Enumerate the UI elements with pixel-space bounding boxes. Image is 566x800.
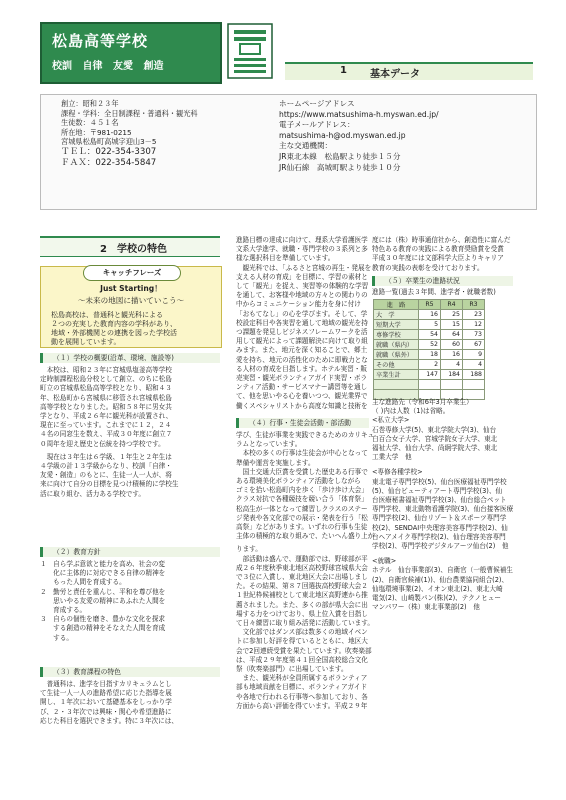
text-line: 高等学校となりました。昭和５８年に男女共	[40, 402, 172, 411]
email-address[interactable]: matsushima-h@od.myswan.ed.jp	[279, 130, 406, 140]
motto-label: 校訓	[52, 61, 72, 72]
text-line: 応じた科目を選択できます。特に３年次には、	[40, 716, 178, 725]
text-line: を通して、お客様や地域の方々との関わりの	[236, 291, 368, 300]
school-crest-logo	[226, 22, 274, 80]
text-line: １世紀枠候補校として東北地区高野連から推	[236, 591, 368, 600]
address-postal: 所在地：〒981-0215	[61, 127, 132, 137]
text-line: <就職>	[372, 557, 397, 566]
table-cell: 2	[419, 360, 441, 370]
text-line: ラムとなっています。	[236, 440, 302, 449]
text-line: 高祭」などがあります。いずれの行事も生徒	[236, 523, 368, 532]
text-line: て生徒一人一人の進路希望に応じた指導を展	[40, 689, 172, 698]
fax: ＦＡＸ：022-354-5847	[61, 157, 157, 168]
text-line: 売実習・観光ボランティアガイド実習・ボラ	[236, 374, 368, 383]
catchphrase-body-line: 動を展開しています。	[51, 338, 121, 346]
text-line: 成２６年度秋季東北地区高校野球宮城県大会	[236, 563, 368, 572]
table-cell: 就職（県外）	[374, 350, 419, 360]
motto-item-1: 自律	[82, 61, 103, 72]
text-line: 校設定科目や各実習を通して地域の観光を持	[236, 318, 368, 327]
text-line: 薦されました。また、多くの部が県大会に出	[236, 600, 368, 609]
text-line: て、他を思いやる心を養いつつ、観光業界で	[236, 392, 368, 401]
text-line: 白百合女子大学、宮城学院女子大学、東北	[372, 434, 498, 443]
table-cell: 25	[441, 310, 463, 320]
table-header-cell: R4	[441, 300, 463, 310]
table-row	[374, 310, 485, 320]
text-line: 学び、生徒が事業を実践できるためのカリキュ	[236, 431, 375, 439]
school-title-box	[40, 22, 222, 84]
table-cell: 18	[419, 350, 441, 360]
text-line: 文系大学進学、就職・専門学校の３系列と多	[236, 245, 368, 254]
text-line: 電気(2)、山崎製パン(株)(2)、テクノヒュー	[372, 594, 501, 603]
catchphrase-body	[51, 311, 177, 347]
text-line: び、２・３年次では興味・関心や希望進路に	[40, 707, 172, 716]
table-cell: 12	[463, 320, 485, 330]
table-header-row	[374, 300, 485, 310]
text-line: また、観光科が全員所属するボランティア	[236, 674, 368, 683]
text-line: 祭（吹奏楽部門）に出場しています。	[236, 665, 348, 674]
table-cell: 184	[441, 370, 463, 380]
basic-data-right	[279, 99, 439, 173]
text-line: 福祉大学、仙台大学、尚絅学院大学、東北	[372, 444, 498, 453]
table-row	[374, 320, 485, 330]
text-line: 方面から高い評価を得ています。平成２９年	[236, 701, 368, 710]
text-line: ンティア活動・サービスマナー講習等を通し	[236, 383, 368, 392]
table-cell: 5	[419, 320, 441, 330]
text-line: た。その結果、第８７回選抜高校野球大会２	[236, 582, 368, 591]
table-cell: 64	[441, 330, 463, 340]
text-line: もった人間を育成する。	[40, 578, 126, 587]
table-cell: 52	[419, 340, 441, 350]
homepage-label: ホームページアドレス	[279, 99, 355, 108]
table-cell: 就職（県内）	[374, 340, 419, 350]
text-line: ゴミを拾い松島町内を歩く「歩け歩け大会」	[236, 486, 368, 495]
catchphrase-label: キャッチフレーズ	[83, 265, 181, 281]
transport-line-2: JR仙石線 高城町駅より徒歩１０分	[279, 162, 401, 172]
table-cell	[463, 380, 485, 390]
table-cell: 54	[419, 330, 441, 340]
text-line: 本校は、昭和２３年に宮城県塩釜高等学校	[40, 366, 172, 374]
text-line: 普通科は、進学を目指すカリキュラムとし	[40, 680, 172, 688]
text-line: 愛を持ち、地元の活性化のために即戦力とな	[236, 355, 368, 364]
text-line: （ )内は人数（1)は省略。	[372, 407, 450, 416]
text-line: 会で2回連続受賞を果たしています。吹奏楽部	[236, 646, 372, 655]
text-line: る人材の育成を目指します。ホテル実習・販	[236, 364, 368, 373]
table-cell: 16	[419, 310, 441, 320]
section-2-heading	[40, 236, 220, 257]
basic-data-box	[40, 94, 537, 210]
text-line: (2)、自衛官候補(1))、仙台農業協同組合(2)、	[372, 575, 509, 584]
table-row	[374, 360, 485, 370]
homepage-url[interactable]: https://www.matsushima-h.myswan.ed.jp/	[279, 109, 439, 119]
table-cell: その他	[374, 360, 419, 370]
text-line: 年、松島町から宮城県に移管され宮城県松島	[40, 393, 172, 402]
email-label: 電子メールアドレス：	[279, 120, 355, 130]
motto-item-2: 友愛	[112, 61, 133, 72]
text-line: ２ 勤労と責任を重んじ、平和を尊び他を	[40, 587, 166, 596]
table-cell: 専修学校	[374, 330, 419, 340]
table-cell: 188	[463, 370, 485, 380]
text-line: 化に主体的に対応できる自律の精神を	[40, 569, 166, 578]
text-line: は、平成２９年度第４１回全国高校総合文化	[236, 655, 368, 664]
table-cell: 4	[441, 360, 463, 370]
text-line: 台医療秘書福祉専門学校(3)、仙台総合ペット	[372, 496, 507, 505]
text-line: ４名の同窓生を数え、平成３０年度に創立７	[40, 430, 173, 439]
text-line: 進路目標の達成に向けて、理系大学看護医学	[236, 236, 368, 244]
events-clubs-text	[236, 431, 374, 711]
catchphrase-body-line: 地域・外部機関との連携を図った学校活	[51, 329, 177, 337]
text-line: 教育の実践の表彰を受けております。	[372, 263, 484, 272]
curriculum-text	[40, 680, 178, 726]
text-line: て日々練習に取り組み活発に活動しています。	[236, 619, 374, 628]
subheading-curriculum: （３）教育課程の特色	[40, 667, 220, 677]
text-line: 専門学校(2)、仙台リゾート＆スポーツ専門学	[372, 514, 507, 523]
text-line: 様な選択科目を準備しています。	[236, 254, 335, 263]
text-line: 「おもてなし」の心を学びます。そして、学	[236, 309, 368, 318]
table-cell: 9	[463, 350, 485, 360]
table-cell: 4	[463, 360, 485, 370]
catchphrase-box	[40, 266, 222, 348]
table-cell: 67	[463, 340, 485, 350]
text-line: する創造の精神をそなえた人間を育成	[40, 624, 166, 633]
text-line: １ 自ら学ぶ意欲と能力を高め、社会の変	[40, 560, 166, 568]
text-line: ３ 自らの個性を磨き、豊かな文化を探求	[40, 615, 166, 624]
table-caption: 進路一覧(過去３年間、進学者・就職者数)	[372, 288, 496, 296]
text-line: マンパワー（株）東北事業部(2) 他	[372, 603, 480, 612]
text-line: 東北電子専門学校(5)、仙台医療福祉専門学校	[372, 477, 507, 486]
text-line: 石巻専修大学(5)、東北学院大学(3)、仙台	[372, 425, 497, 434]
table-cell: 卒業生計	[374, 370, 419, 380]
text-line: 支える人材の育成」を目標に、学習の素材と	[236, 272, 368, 281]
text-line: や各地で行われる行事等へ参加しており、各	[236, 692, 368, 701]
text-line: ジ発表や各文化部での展示・発表を行う「松	[236, 513, 368, 522]
text-line: 学となり、平成２６年に観光科が設置され、	[40, 412, 173, 421]
text-line: トに参加し好評を得ているとともに、地区大	[236, 637, 368, 646]
table-cell: 15	[441, 320, 463, 330]
text-line: (5)、仙台ビューティアート専門学校(3)、仙	[372, 486, 503, 495]
text-line: 国土交通大臣賞を受賞した歴史ある行事で	[236, 467, 368, 476]
text-line: つ課題を発見しビジネスフレームワークを活	[236, 328, 368, 337]
courses: 課程・学科：全日制課程・普通科・観光科	[61, 108, 198, 118]
graduates-caption	[372, 288, 496, 297]
table-cell	[374, 380, 419, 390]
text-line: 開し、１年次において基礎基本をしっかり学	[40, 698, 172, 707]
table-cell: 短期大学	[374, 320, 419, 330]
motto-item-3: 創造	[143, 61, 164, 72]
text-line: して「観光」を捉え、実習等の体験的な学習	[236, 282, 369, 291]
text-line: ４学級の計１３学級からなり、校訓「自律・	[40, 462, 172, 471]
text-line: 中からコミュニケーション能力を身に付け	[236, 300, 361, 309]
text-line: 主体の積極的な取り組みで、たいへん盛り上が	[236, 532, 375, 541]
telephone: ＴＥＬ：022-354-3307	[61, 146, 157, 157]
text-line: 台ヘアメイク専門学校(2)、仙台理容美容専門	[372, 532, 506, 541]
basic-data-left	[61, 99, 198, 169]
text-line: 友愛・創造」のもとに、生徒一人一人が、将	[40, 471, 172, 480]
transport-line-1: JR東北本線 松島駅より徒歩１５分	[279, 151, 401, 161]
catchphrase-sub: ～未来の地図に描いていこう～	[77, 296, 185, 305]
column-2-text-top	[236, 236, 371, 411]
catchphrase-body-line: ２つの充実した教育内容の学科があり、	[51, 320, 177, 328]
text-line: ホテル 仙台事業部(3)、自衛官（一般曹候補生	[372, 566, 513, 575]
text-line: 現在に至っています。これまでに１２，２４	[40, 421, 172, 430]
text-line: 来に向けて自分の目標を見つけ積極的に学校生	[40, 480, 179, 489]
text-line: ある環境美化ボランティア活動をしながら	[236, 477, 361, 486]
overview-text	[40, 366, 178, 499]
students: 生徒数：４５１名	[61, 118, 119, 128]
table-header-cell: R3	[463, 300, 485, 310]
subheading-events-clubs: （４）行事・生徒会活動・部活動	[236, 418, 369, 428]
table-cell	[441, 380, 463, 390]
education-goals-text	[40, 560, 165, 643]
text-line: する。	[40, 633, 73, 642]
subheading-graduates: （５）卒業生の進路状況	[372, 276, 513, 286]
address-street: 宮城県松島町高城字迎山3－5	[61, 137, 157, 147]
section-2-title: 2 学校の特色	[100, 244, 167, 255]
subheading-overview: （１）学校の概要(沿革、環境、施設等)	[40, 353, 220, 363]
text-line: 度には（株）時事通信社から、創造性に富んだ	[372, 236, 511, 244]
text-line: 町立の宮城県松島高等学校となり、昭和４３	[40, 384, 172, 393]
text-line: 本校の多くの行事は生徒会が中心となって	[236, 449, 368, 458]
text-line: 用して観光によって課題解決に向けて取り組	[236, 337, 368, 346]
text-line: 準備や運営を実施します。	[236, 458, 315, 467]
text-line: で３位に入賞し、東北地区大会に出場しまし	[236, 573, 368, 582]
destinations-text	[372, 398, 513, 612]
table-row	[374, 330, 485, 340]
text-line: 平成３０年度には文部科学大臣よりキャリア	[372, 254, 504, 263]
table-cell: 60	[441, 340, 463, 350]
column-3-text-top	[372, 236, 510, 273]
transport-label: 主な交通機関：	[279, 141, 333, 151]
text-line: 文化部ではダンス部は数多くの地域イベン	[236, 628, 368, 637]
text-line: 思いやる友愛の精神にあふれた人間を	[40, 596, 166, 605]
catchphrase-main: Just Starting！	[100, 284, 162, 293]
section-1-heading	[285, 62, 533, 80]
text-line: 校(2)、SENDAI中央理容美容専門学校(2)、仙	[372, 523, 508, 532]
subheading-education-goals: （２）教育方針	[40, 547, 220, 557]
text-line: 松高生が一体となって練習しクラスのステー	[236, 504, 368, 513]
text-line: 工業大学 他	[372, 453, 412, 462]
text-line: 学校(2)、専門学校デジタルアーツ仙台(2) 他	[372, 542, 509, 551]
table-cell: 大 学	[374, 310, 419, 320]
table-row	[374, 380, 485, 390]
text-line: 仙塩環境事業(2)、イオン東北(2)、東北大崎	[372, 584, 503, 593]
founded: 創立：昭和２３年	[61, 99, 119, 108]
text-line: 部活動は盛んで、運動部では、野球部が平	[236, 554, 368, 563]
catchphrase-body-line: 松島高校は、普通科と観光科による	[51, 311, 163, 319]
table-row	[374, 340, 485, 350]
text-line: 定時制課程松島分校として創立、のちに松島	[40, 375, 172, 384]
section-1-number: 1	[340, 65, 347, 76]
text-line: 現在は３年生は６学級、１年生と２年生は	[40, 452, 172, 461]
table-cell	[419, 380, 441, 390]
school-motto	[52, 57, 170, 72]
text-line: 部も地域貢献を目標に、ボランティアガイド	[236, 683, 368, 692]
table-row	[374, 370, 485, 380]
text-line: 場する力をつけており、県上位入賞を目指し	[236, 609, 368, 618]
text-line: <専修各種学校>	[372, 468, 423, 477]
text-line: 働くスペシャリストから高度な知識と技術を	[236, 401, 368, 410]
table-cell: 23	[463, 310, 485, 320]
table-cell: 147	[419, 370, 441, 380]
text-line: <私立大学>	[372, 416, 410, 425]
text-line: クラス対抗で各種競技を競い合う「体育祭」	[236, 495, 368, 504]
school-name: 松島高等学校	[52, 32, 149, 50]
table-row	[374, 350, 485, 360]
table-cell: 73	[463, 330, 485, 340]
graduates-table	[373, 299, 485, 400]
text-line: 主な進路先（令和6年3月卒業生）	[372, 398, 473, 406]
text-line: 専門学校、東北動物看護学院(3)、仙台接客医療	[372, 505, 514, 514]
text-line: 特色ある教育の実践による教育奨励賞を受賞	[372, 245, 504, 254]
table-header-cell: R5	[419, 300, 441, 310]
section-1-title: 基本データ	[370, 69, 420, 80]
text-line: 観光科では、「ふるさと宮城の再生・発展を	[236, 263, 372, 272]
text-line: みます。また、地元を深く知ることで、郷土	[236, 346, 368, 355]
text-line: ります。	[236, 545, 262, 554]
table-cell: 16	[441, 350, 463, 360]
text-line: 活に取り組む、活力ある学校です。	[40, 489, 145, 498]
text-line: 育成する。	[40, 606, 87, 615]
table-header-cell: 進 路	[374, 300, 419, 310]
text-line: ０周年を迎え歴史と伝統を持つ学校です。	[40, 439, 165, 448]
